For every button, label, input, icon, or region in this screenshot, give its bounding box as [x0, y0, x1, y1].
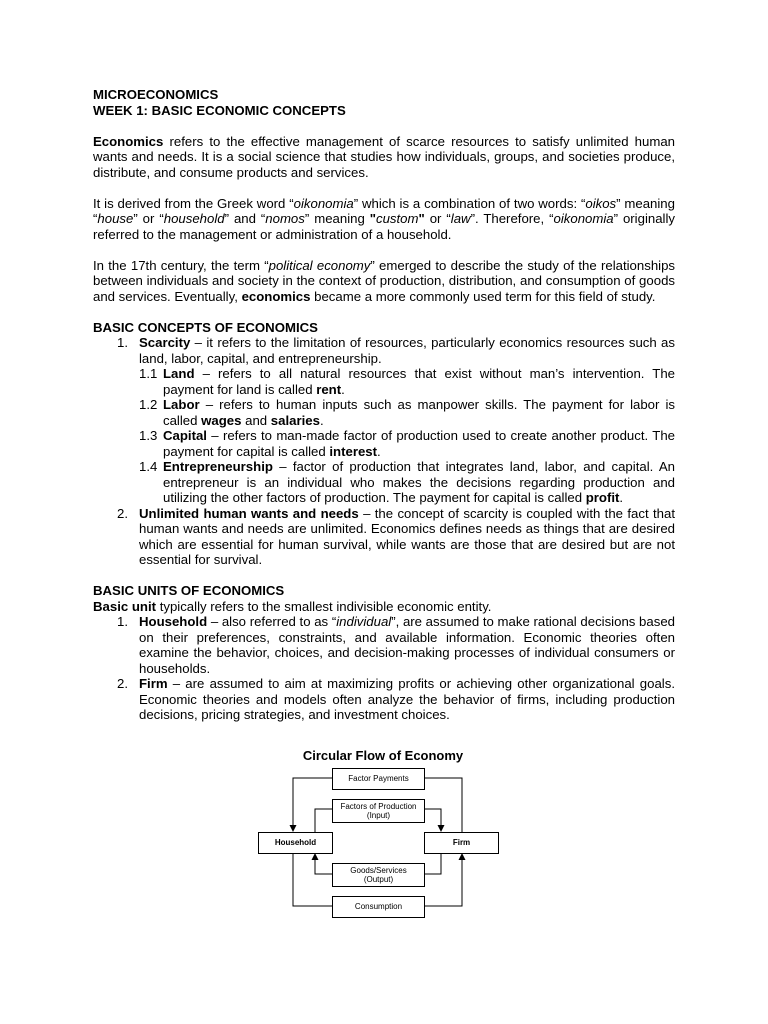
units-heading: BASIC UNITS OF ECONOMICS — [93, 583, 285, 598]
list-item-unlimited-wants: 2. Unlimited human wants and needs – the concept of scarcity is coupled with the fact that human wants and needs are unlimited. Economics defines needs as things that are desired which are essential for human survival, while wants are those that are desired but are not essential for survival. — [117, 505, 675, 567]
circular-flow-diagram — [255, 748, 511, 923]
diagram-title: Circular Flow of Economy — [302, 748, 464, 763]
arrow-factor-payments-out — [424, 778, 462, 832]
intro-paragraph-2: It is derived from the Greek word “oikonomia” which is a combination of two words: “oikos” meaning “house” or “household” and “nomos” meaning "custom" or “law”. Therefore, “oikonomia” originally referred to the management or administration of a household. — [93, 195, 675, 242]
intro-paragraph-1: Economics refers to the effective management of scarce resources to satisfy unlimited human wants and needs. It is a social science that studies how individuals, groups, and societies produce, distribute, and consume products and services. — [93, 133, 675, 180]
list-item-household: 1. Household – also referred to as “individual”, are assumed to make rational decisions based on their preferences, constraints, and available information. Economic theories often examine the behavior, choices, and decision-making processes of individual consumers or households. — [117, 614, 675, 676]
arrow-goods-in — [315, 855, 332, 874]
intro-paragraph-3: In the 17th century, the term “political economy” emerged to describe the study of the relationships between individuals and society in the context of production, distribution, and consumption of goods and services. Eventually, economics became a more commonly used term for this field of study. — [93, 257, 676, 304]
units-list — [93, 614, 675, 723]
factor-payments-box: Factor Payments — [332, 768, 425, 790]
factors-of-production-box: Factors of Production (Input) — [332, 799, 425, 823]
factors-sublist — [139, 366, 675, 506]
units-intro: Basic unit typically refers to the smallest indivisible economic entity. — [93, 598, 492, 614]
sublist-item-entrepreneurship: 1.4 Entrepreneurship – factor of production that integrates land, labor, and capital. An entrepreneur is an individual who makes the decisions regarding production and utilizing the other factors of production. The payment for capital is called profit. — [139, 459, 675, 505]
arrow-consumption-out — [293, 853, 332, 906]
household-box: Household — [258, 832, 333, 854]
term-economics: Economics — [93, 133, 164, 149]
list-item-firm: 2. Firm – are assumed to aim at maximizing profits or achieving other organizational goals. Economic theories and models often analyze the behavior of firms, including production decisions, pricing strategies, and investment choices. — [117, 676, 675, 722]
arrow-consumption-in — [424, 855, 462, 906]
course-title: MICROECONOMICS — [93, 87, 219, 102]
consumption-box: Consumption — [332, 896, 425, 918]
sublist-item-labor: 1.2 Labor – refers to human inputs such as manpower skills. The payment for labor is called wages and salaries. — [139, 397, 675, 428]
arrow-factor-payments-in — [293, 778, 332, 830]
list-item-scarcity: 1. Scarcity – it refers to the limitation of resources, particularly economics resources such as land, labor, capital, and entrepreneurship. 1.1 Land – refers to all natural resources that exist without man’s intervention. The payment for land is called rent. 1.2 Labor – refers to human inputs such as manpower skills. The payment for labor is called wages and salaries. 1.3 Capital – refers to man-made factor of production used to create another product. The payment for capital is called interest. 1.4 Entrepreneurship – factor of production that integrates land, labor, and capital. An entrepreneur is an individual who makes the decisions regarding production and utilizing the other factors of production. The payment for capital is called profit. — [117, 335, 675, 505]
document-page — [93, 87, 675, 723]
arrow-goods-out — [424, 853, 441, 874]
week-title: WEEK 1: BASIC ECONOMIC CONCEPTS — [93, 102, 346, 118]
sublist-item-land: 1.1 Land – refers to all natural resources that exist without man’s intervention. The payment for land is called rent. — [139, 366, 675, 397]
concepts-heading: BASIC CONCEPTS OF ECONOMICS — [93, 319, 318, 335]
firm-box: Firm — [424, 832, 499, 854]
concepts-list — [93, 335, 675, 568]
sublist-item-capital: 1.3 Capital – refers to man-made factor of production used to create another product. The payment for capital is called interest. — [139, 428, 675, 459]
arrow-factors-in — [424, 809, 441, 830]
arrow-factors-out — [315, 809, 332, 832]
goods-services-box: Goods/Services (Output) — [332, 863, 425, 887]
